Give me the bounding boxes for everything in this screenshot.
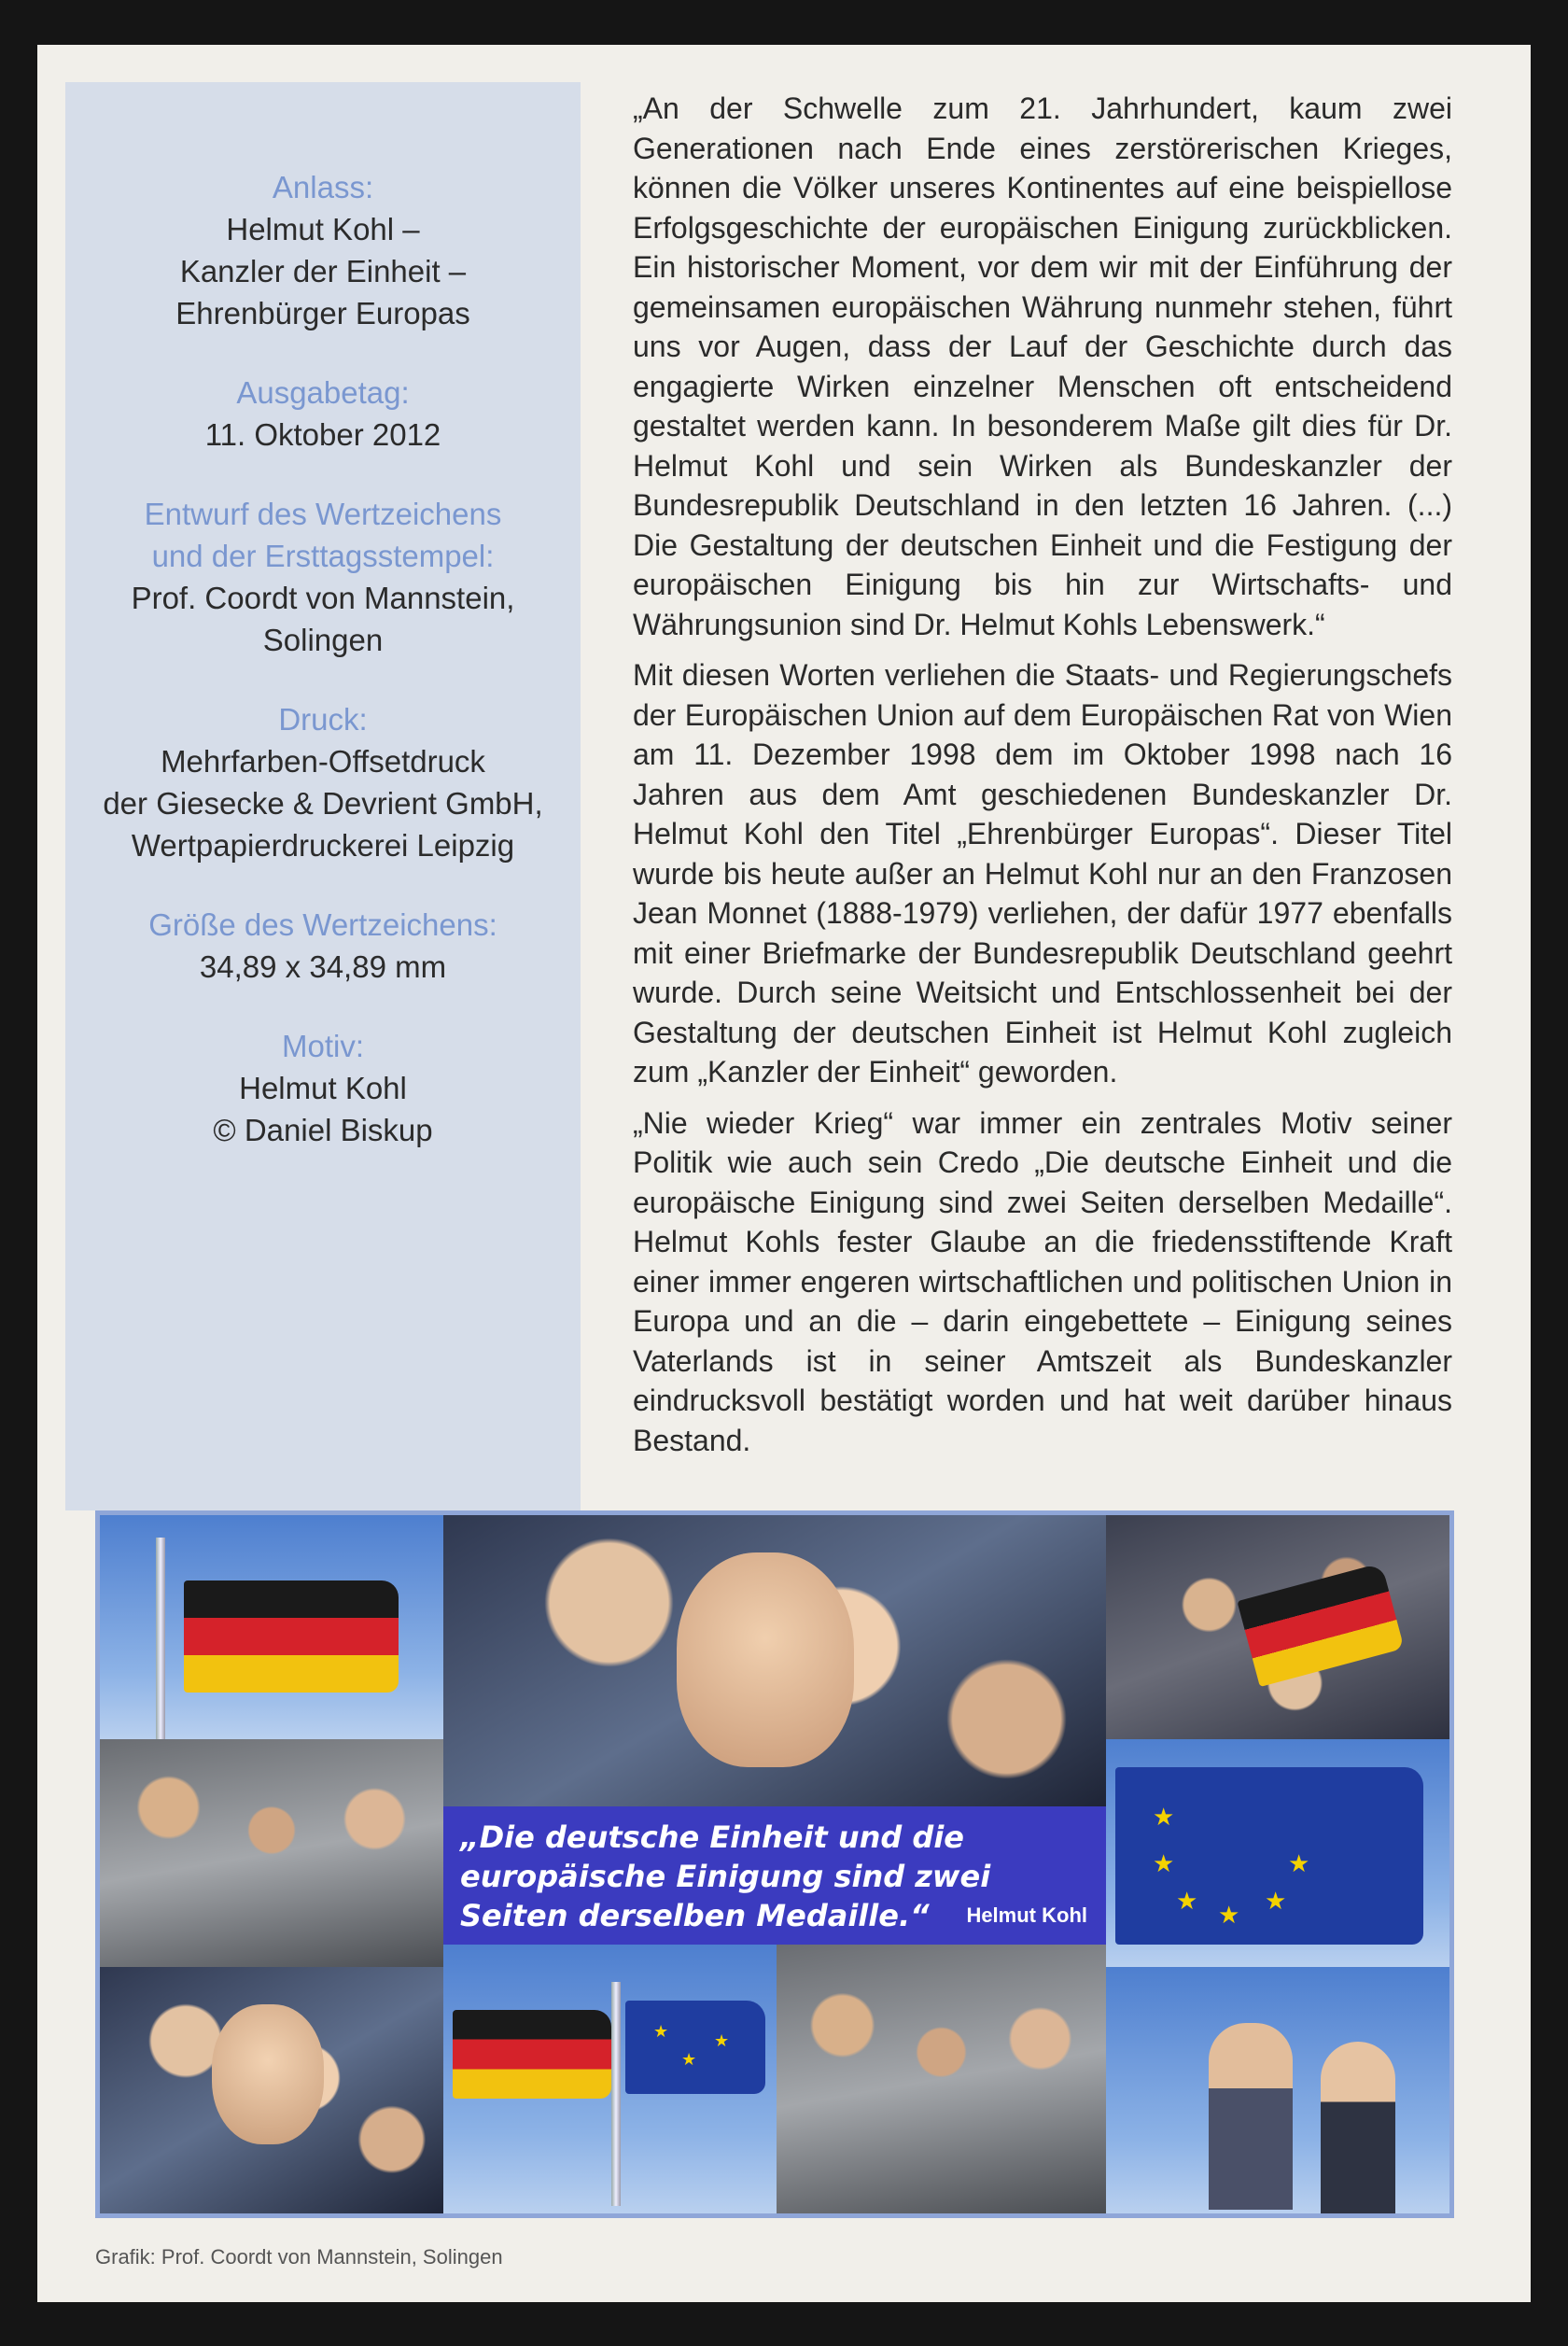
article-paragraph: Mit diesen Worten verliehen die Staats- und Regierungschefs der Europäischen Union auf dem Europäischen Rat von Wien am 11. Dezember 1998 dem im Oktober 1998 nach 16 Jahren aus dem Amt geschiedenen Bundeskanzler Dr. Helmut Kohl den Titel „Ehrenbürger Europas“. Dieser Titel wurde bis heute außer an Helmut Kohl nur an den Franzosen Jean Monnet (1888-1979) verliehen, der dafür 1977 ebenfalls mit einer Briefmarke der Bundesrepublik Deutschland geehrt wurde. Durch seine Weitsicht und Entschlossenheit bei der Gestaltung der deutschen Einheit ist Helmut Kohl zugleich zum „Kanzler der Einheit“ geworden.	[633, 658, 1452, 1089]
quote-text: „Die deutsche Einheit und die europäische Einigung sind zwei Seiten derselben Medaille.“	[460, 1819, 991, 1933]
fact-value: Wertpapierdruckerei Leipzig	[131, 828, 515, 863]
photo-collage	[95, 1510, 1454, 2218]
fact-occasion	[65, 166, 581, 334]
fact-label: Ausgabetag:	[236, 375, 410, 410]
fact-value: Helmut Kohl –	[226, 212, 420, 246]
german-flag-icon	[453, 2010, 611, 2099]
fact-label: Anlass:	[272, 170, 374, 204]
fact-value: Prof. Coordt von Mannstein,	[131, 581, 515, 615]
star-icon: ★	[1153, 1803, 1175, 1831]
eu-flag-icon	[1115, 1767, 1423, 1945]
waving-leaders-photo	[1106, 1967, 1449, 2213]
fact-value: 11. Oktober 2012	[204, 417, 441, 452]
fact-value: Solingen	[262, 623, 384, 657]
eu-flag-icon	[625, 2001, 765, 2094]
fact-value: Helmut Kohl	[239, 1071, 407, 1105]
star-icon: ★	[1153, 1849, 1175, 1877]
leaders-group-photo	[100, 1739, 443, 1967]
crowd-flags-photo	[1106, 1515, 1449, 1739]
portrait-face	[212, 2004, 324, 2144]
quote-banner	[443, 1806, 1106, 1945]
fact-value: Mehrfarben-Offsetdruck	[161, 744, 485, 779]
article-paragraph: „An der Schwelle zum 21. Jahrhundert, kaum zwei Generationen nach Ende eines zerstörerischen Krieges, können die Völker unseres Kontinentes auf eine beispiellose Erfolgsgeschichte der europäischen Einigung zurückblicken. Ein historischer Moment, vor dem wir mit der Einführung der gemeinsamen europäischen Währung nunmehr stehen, führt uns vor Augen, dass der Lauf der Geschichte durch das engagierte Wirken einzelner Menschen oft entscheidend gestaltet werden kann. In besonderem Maße gilt dies für Dr. Helmut Kohl und sein Wirken als Bundeskanzler der Bundesrepublik Deutschland in den letzten 16 Jahren. (...) Die Gestaltung der deutschen Einheit und die Festigung der europäischen Einigung bis hin zur Wirtschafts- und Währungsunion sind Dr. Helmut Kohls Lebenswerk.“	[633, 91, 1452, 641]
star-icon: ★	[1218, 1901, 1240, 1929]
fact-value: 34,89 x 34,89 mm	[199, 949, 447, 984]
article-paragraph: „Nie wieder Krieg“ war immer ein zentrales Motiv seiner Politik wie auch sein Credo „Die deutsche Einheit und die europäische Einigung sind zwei Seiten derselben Medaille“. Helmut Kohls fester Glaube an die friedensstiftende Kraft einer immer engeren wirtschaftlichen und politischen Union in Europa und an die – darin eingebettete – Einigung seines Vaterlands ist in seiner Amtszeit als Bundeskanzler eindrucksvoll bestätigt worden und hat weit darüber hinaus Bestand.	[633, 1105, 1452, 1457]
kohl-portrait-photo	[443, 1515, 1106, 1806]
fact-motif	[65, 1025, 581, 1151]
kohl-crowd-photo	[100, 1967, 443, 2213]
fact-label: Druck:	[278, 702, 368, 737]
quote-author: Helmut Kohl	[966, 1903, 1087, 1927]
treaty-signing-photo	[777, 1945, 1106, 2213]
flags-pair-photo	[443, 1945, 777, 2213]
fact-label: Motiv:	[281, 1029, 364, 1063]
fact-print	[65, 698, 581, 866]
star-icon: ★	[653, 2022, 669, 2041]
fact-size	[65, 904, 581, 988]
fact-value: © Daniel Biskup	[213, 1113, 433, 1147]
star-icon: ★	[681, 2050, 697, 2069]
german-flag-icon	[184, 1580, 399, 1693]
star-icon: ★	[1265, 1887, 1287, 1915]
fact-label: Größe des Wertzeichens:	[148, 907, 497, 942]
fact-value: Ehrenbürger Europas	[175, 296, 470, 330]
fact-label: Entwurf des Wertzeichens	[144, 497, 502, 531]
german-flag-icon	[1237, 1563, 1404, 1687]
star-icon: ★	[1176, 1887, 1198, 1915]
person-figure	[1321, 2042, 1395, 2213]
fact-value: der Giesecke & Devrient GmbH,	[103, 786, 543, 821]
fact-issue-date	[65, 372, 581, 456]
fact-list	[65, 166, 581, 1188]
portrait-face	[677, 1552, 854, 1767]
person-figure	[1209, 2023, 1293, 2210]
flag-pole	[611, 1982, 621, 2206]
german-flag-photo	[100, 1515, 443, 1739]
star-icon: ★	[714, 2031, 730, 2050]
fact-design	[65, 493, 581, 661]
fact-value: Kanzler der Einheit –	[179, 254, 467, 288]
graphic-credit: Grafik: Prof. Coordt von Mannstein, Solingen	[95, 2245, 503, 2269]
fact-label: und der Ersttagsstempel:	[151, 539, 495, 573]
star-icon: ★	[1288, 1849, 1310, 1877]
flag-pole	[156, 1538, 165, 1739]
eu-flag-photo	[1106, 1739, 1449, 1967]
article-body	[633, 89, 1452, 1471]
